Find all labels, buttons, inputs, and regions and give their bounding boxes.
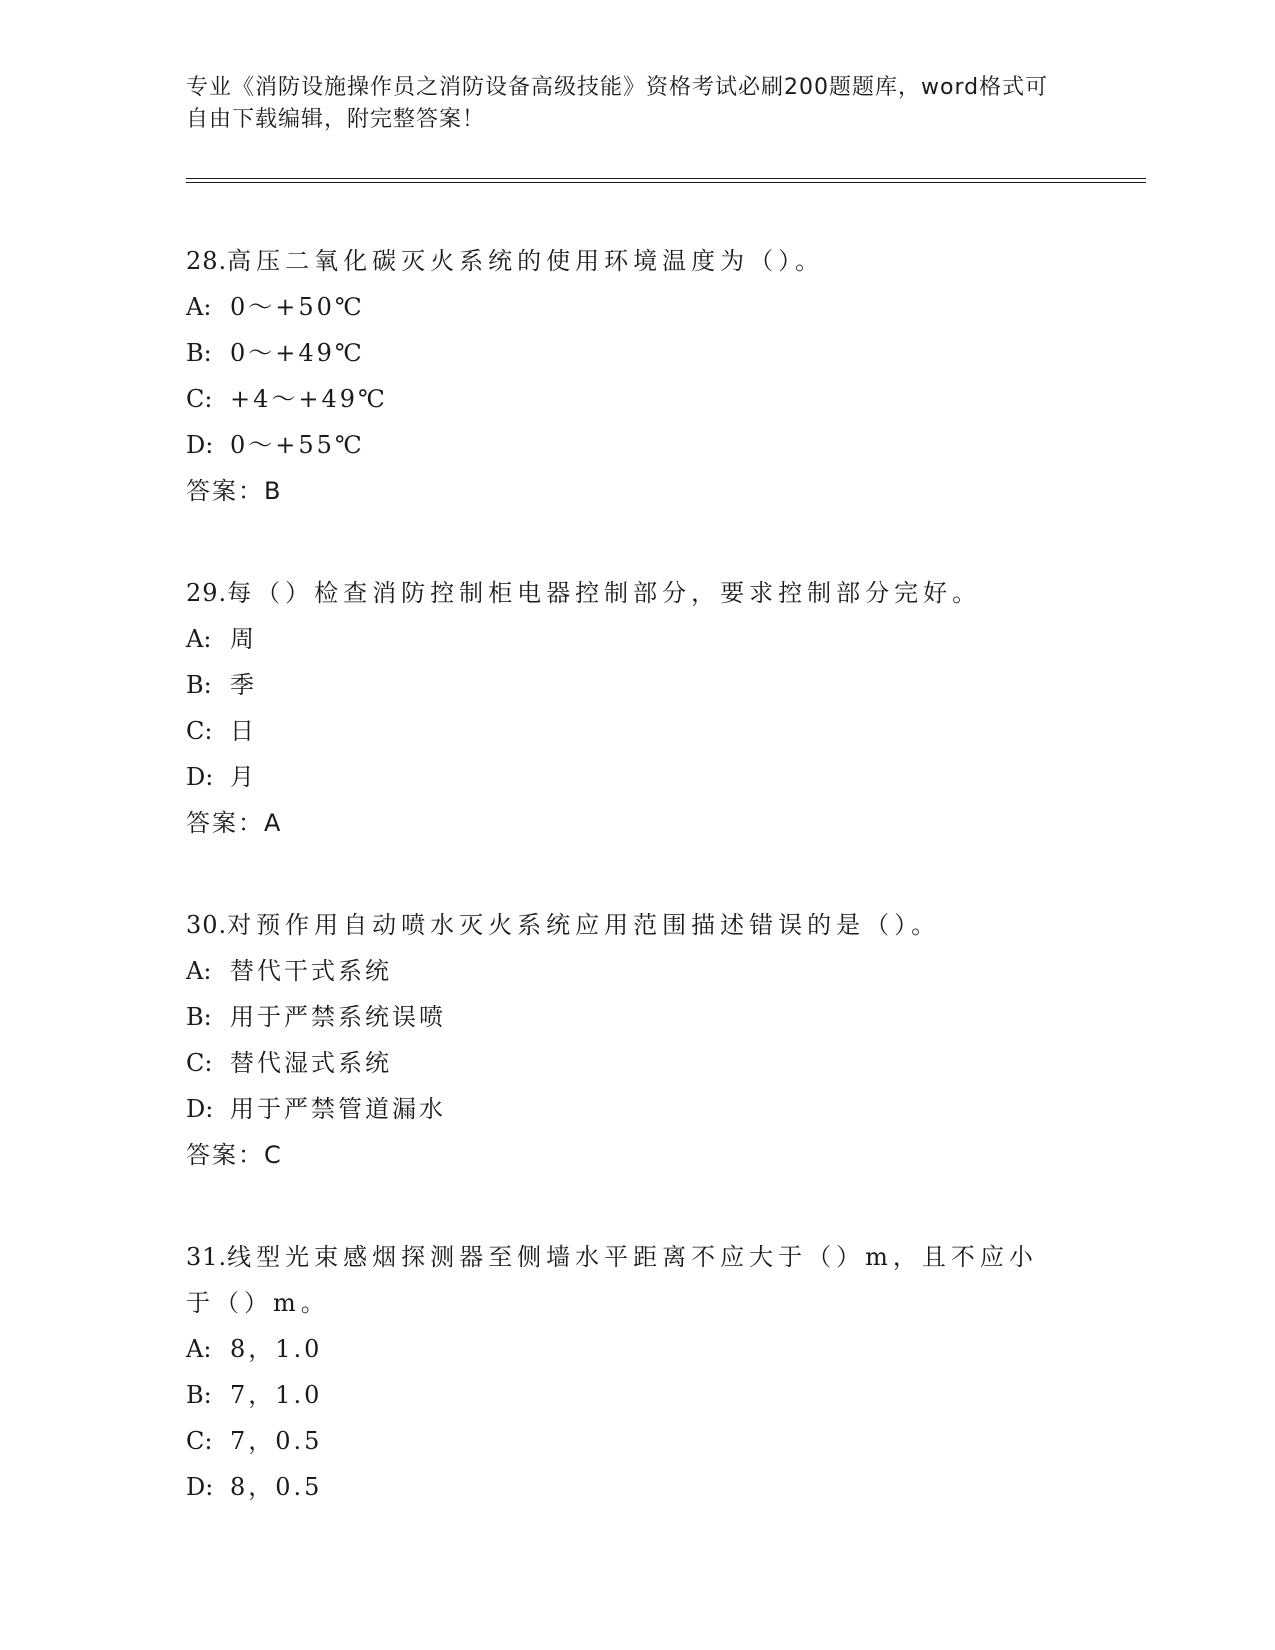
question-29 (186, 570, 1066, 846)
question-stem: 对预作用自动喷水灭火系统应用范围描述错误的是（）。 (227, 911, 941, 939)
option-key: A: (186, 625, 212, 653)
option-text: 0～+50℃ (230, 293, 365, 321)
option-key: D: (186, 1095, 214, 1123)
question-stem: 高压二氧化碳灭火系统的使用环境温度为（）。 (227, 247, 825, 275)
option-a (186, 1326, 1066, 1372)
question-number: 29. (186, 579, 228, 607)
option-text: 0～+49℃ (230, 339, 365, 367)
option-key: C: (186, 717, 213, 745)
option-key: C: (186, 1049, 213, 1077)
option-text: 8，1.0 (230, 1335, 323, 1363)
option-key: B: (186, 339, 212, 367)
option-text: 替代湿式系统 (230, 1049, 392, 1077)
option-key: B: (186, 1003, 212, 1031)
option-b (186, 330, 1066, 376)
option-text: 季 (230, 671, 257, 699)
option-text: 0～+55℃ (230, 431, 365, 459)
option-c (186, 1418, 1066, 1464)
answer-line: 答案：C (186, 1141, 283, 1169)
option-a (186, 616, 1066, 662)
option-text: 月 (230, 763, 257, 791)
question-number: 28. (186, 247, 228, 275)
option-key: C: (186, 385, 213, 413)
question-list (186, 238, 1066, 1566)
option-text: 8，0.5 (230, 1473, 323, 1501)
question-text (186, 570, 1066, 616)
option-a (186, 948, 1066, 994)
option-text: +4～+49℃ (230, 385, 388, 413)
answer-line: 答案：B (186, 477, 283, 505)
option-key: A: (186, 957, 212, 985)
option-text: 用于严禁系统误喷 (230, 1003, 446, 1031)
option-c (186, 376, 1066, 422)
option-b (186, 662, 1066, 708)
question-stem: 线型光束感烟探测器至侧墙水平距离不应大于（）m，且不应小于（）m。 (186, 1243, 1038, 1317)
option-c (186, 1040, 1066, 1086)
option-d (186, 1086, 1066, 1132)
option-b (186, 1372, 1066, 1418)
option-text: 周 (230, 625, 257, 653)
option-text: 日 (230, 717, 257, 745)
question-number: 30. (186, 911, 228, 939)
question-number: 31. (186, 1243, 228, 1271)
option-key: A: (186, 1335, 212, 1363)
option-key: B: (186, 671, 212, 699)
option-c (186, 708, 1066, 754)
option-d (186, 422, 1066, 468)
option-key: D: (186, 763, 214, 791)
question-31 (186, 1234, 1066, 1510)
option-key: D: (186, 431, 214, 459)
option-key: C: (186, 1427, 213, 1455)
question-28 (186, 238, 1066, 514)
document-header: 专业《消防设施操作员之消防设备高级技能》资格考试必刷200题题库，word格式可自由下载编辑，附完整答案！ (186, 75, 1049, 132)
option-a (186, 284, 1066, 330)
option-text: 替代干式系统 (230, 957, 392, 985)
option-text: 7，1.0 (230, 1381, 323, 1409)
option-key: A: (186, 293, 212, 321)
header-double-rule (186, 178, 1146, 183)
option-text: 7，0.5 (230, 1427, 323, 1455)
option-d (186, 754, 1066, 800)
option-b (186, 994, 1066, 1040)
option-d (186, 1464, 1066, 1510)
option-key: D: (186, 1473, 214, 1501)
question-30 (186, 902, 1066, 1178)
question-text (186, 1234, 1066, 1326)
option-key: B: (186, 1381, 212, 1409)
option-text: 用于严禁管道漏水 (230, 1095, 446, 1123)
answer-line: 答案：A (186, 809, 283, 837)
question-text (186, 238, 1066, 284)
question-stem: 每（）检查消防控制柜电器控制部分，要求控制部分完好。 (227, 579, 982, 607)
question-text (186, 902, 1066, 948)
